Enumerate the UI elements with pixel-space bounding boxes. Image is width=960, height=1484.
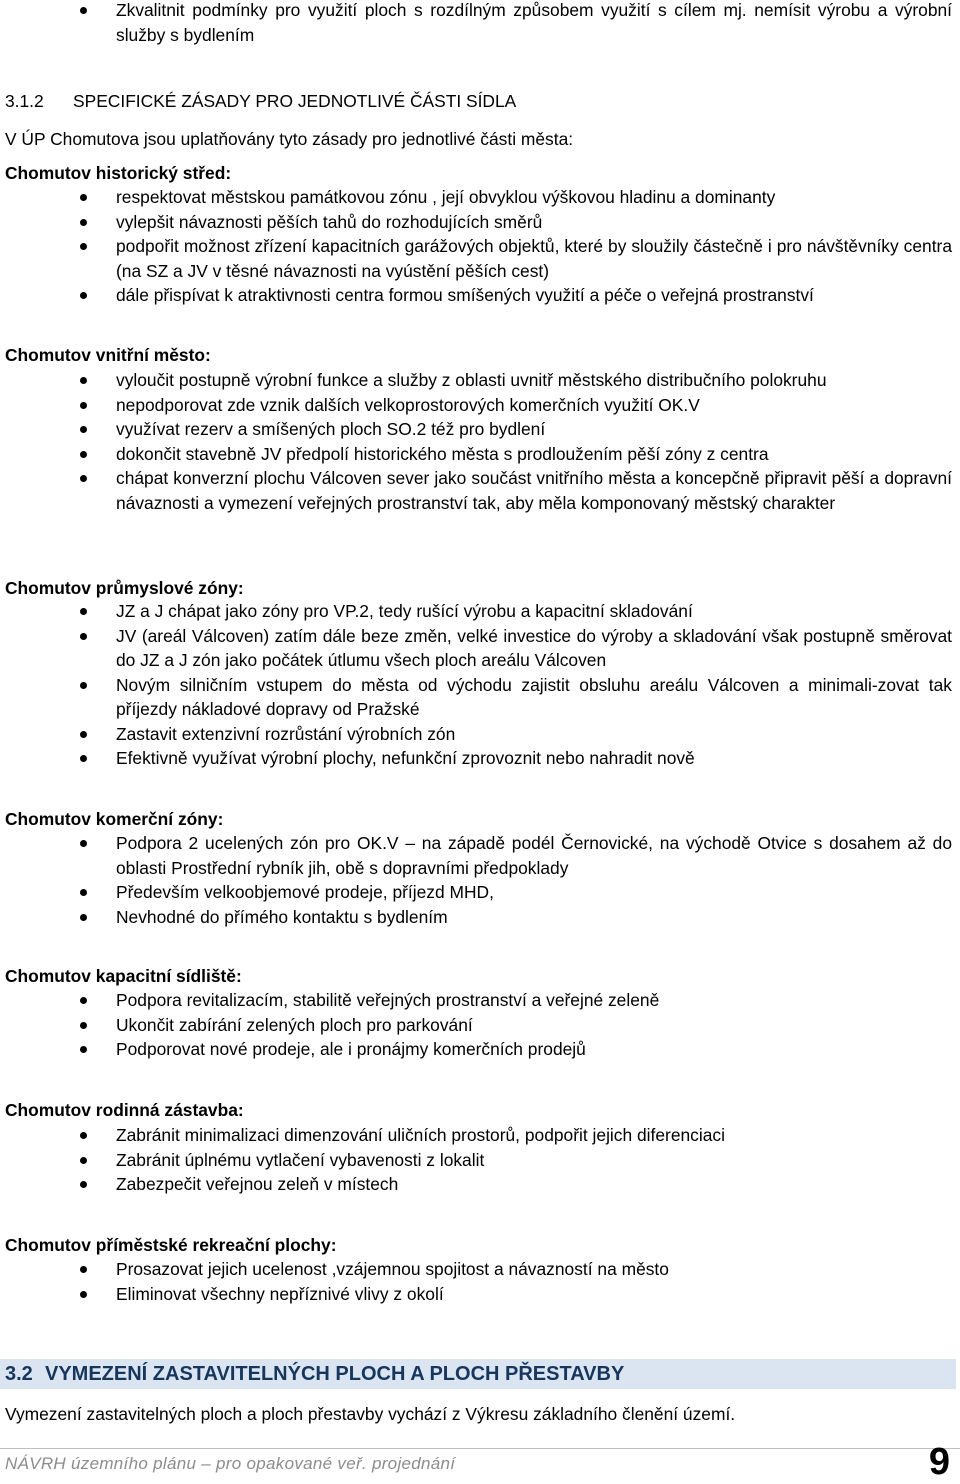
bullet-icon xyxy=(80,682,87,689)
group-heading-inner-city: Chomutov vnitřní město: xyxy=(5,345,211,365)
bullet-icon xyxy=(80,377,87,384)
bullet-icon xyxy=(80,1132,87,1139)
bullet-icon xyxy=(80,243,87,250)
list-item: JZ a J chápat jako zóny pro VP.2, tedy rušící výrobu a kapacitní skladování xyxy=(0,599,960,624)
list-item: podpořit možnost zřízení kapacitních garážových objektů, které by sloužily částečně i pro návštěvníky centra (na SZ a JV v těsné návaznosti na vyústění pěších cest) xyxy=(0,234,960,283)
group-list-commercial-zones xyxy=(0,831,960,929)
group-list-inner-city xyxy=(0,368,960,515)
group-heading-commercial-zones: Chomutov komerční zóny: xyxy=(5,809,224,829)
bullet-icon xyxy=(80,194,87,201)
footer-divider xyxy=(0,1448,960,1449)
list-item: Nevhodné do přímého kontaktu s bydlením xyxy=(0,905,960,930)
section-intro-text: V ÚP Chomutova jsou uplatňovány tyto zásady pro jednotlivé části města: xyxy=(5,129,574,149)
list-item: Podporovat nové prodeje, ale i pronájmy komerčních prodejů xyxy=(0,1037,960,1062)
group-list-family-housing xyxy=(0,1123,960,1197)
list-item: nepodporovat zde vznik dalších velkoprostorových komerčních využití OK.V xyxy=(0,393,960,418)
intro-list xyxy=(0,0,960,47)
group-list-historic-center xyxy=(0,185,960,308)
list-item: Zkvalitnit podmínky pro využití ploch s rozdílným způsobem využití s cílem mj. nemísit výrobu a výrobní služby s bydlením xyxy=(0,0,960,47)
bullet-icon xyxy=(80,451,87,458)
bullet-icon xyxy=(80,1291,87,1298)
list-item: Zabránit úplnému vytlačení vybavenosti z lokalit xyxy=(0,1148,960,1173)
footer-text: NÁVRH územního plánu – pro opakované veř. projednání xyxy=(5,1454,456,1473)
group-list-recreation-areas xyxy=(0,1257,960,1306)
bullet-icon xyxy=(80,608,87,615)
bullet-icon xyxy=(80,731,87,738)
bullet-icon xyxy=(80,292,87,299)
list-item: Prosazovat jejich ucelenost ,vzájemnou spojitost a návazností na město xyxy=(0,1257,960,1282)
bullet-icon xyxy=(80,755,87,762)
list-item: Zabezpečit veřejnou zeleň v místech xyxy=(0,1172,960,1197)
list-item: vyloučit postupně výrobní funkce a služby z oblasti uvnitř městského distribučního polokruhu xyxy=(0,368,960,393)
group-heading-recreation-areas: Chomutov příměstské rekreační plochy: xyxy=(5,1235,337,1255)
bullet-icon xyxy=(80,1022,87,1029)
list-item: využívat rezerv a smíšených ploch SO.2 též pro bydlení xyxy=(0,417,960,442)
bullet-icon xyxy=(80,1046,87,1053)
list-item: Ukončit zabírání zelených ploch pro parkování xyxy=(0,1013,960,1038)
section-3-2-text: Vymezení zastavitelných ploch a ploch přestavby vychází z Výkresu základního členění území. xyxy=(5,1404,736,1424)
list-item: Podpora 2 ucelených zón pro OK.V – na západě podél Černovické, na východě Otvice s dosahem až do oblasti Prostřední rybník jih, obě s dopravními předpoklady xyxy=(0,831,960,880)
group-heading-housing-estates: Chomutov kapacitní sídliště: xyxy=(5,966,242,986)
group-list-housing-estates xyxy=(0,988,960,1062)
list-item: Zastavit extenzivní rozrůstání výrobních zón xyxy=(0,722,960,747)
bullet-icon xyxy=(80,840,87,847)
bullet-icon xyxy=(80,1266,87,1273)
list-item: chápat konverzní plochu Válcoven sever jako součást vnitřního města a koncepčně připravit pěší a dopravní návaznosti a vymezení veřejných prostranství tak, aby měla komponovaný městský charakter xyxy=(0,466,960,515)
bullet-icon xyxy=(80,1157,87,1164)
bullet-icon xyxy=(80,914,87,921)
list-item: Novým silničním vstupem do města od východu zajistit obsluhu areálu Válcoven a minimali-zovat tak příjezdy nákladové dopravy od Pražské xyxy=(0,673,960,722)
list-item: Efektivně využívat výrobní plochy, nefunkční zprovoznit nebo nahradit nově xyxy=(0,746,960,771)
bullet-icon xyxy=(80,7,87,14)
list-item: Zabránit minimalizaci dimenzování uličních prostorů, podpořit jejich diferenciaci xyxy=(0,1123,960,1148)
section-heading-3-1-2: 3.1.2 SPECIFICKÉ ZÁSADY PRO JEDNOTLIVÉ ČÁSTI SÍDLA xyxy=(5,91,517,111)
list-item: Především velkoobjemové prodeje, příjezd MHD, xyxy=(0,880,960,905)
bullet-icon xyxy=(80,475,87,482)
list-item: dále přispívat k atraktivnosti centra formou smíšených využití a péče o veřejná prostranství xyxy=(0,283,960,308)
bullet-icon xyxy=(80,219,87,226)
bullet-icon xyxy=(80,997,87,1004)
group-heading-historic-center: Chomutov historický střed: xyxy=(5,163,232,183)
list-item: JV (areál Válcoven) zatím dále beze změn, velké investice do výroby a skladování však postupně směrovat do JZ a J zón jako počátek útlumu všech ploch areálu Válcoven xyxy=(0,624,960,673)
group-list-industrial-zones xyxy=(0,599,960,771)
bullet-icon xyxy=(80,426,87,433)
group-heading-industrial-zones: Chomutov průmyslové zóny: xyxy=(5,578,244,598)
bullet-icon xyxy=(80,402,87,409)
section-heading-3-2: 3.2 VYMEZENÍ ZASTAVITELNÝCH PLOCH A PLOCH PŘESTAVBY xyxy=(0,1359,956,1389)
list-item: vylepšit návaznosti pěších tahů do rozhodujících směrů xyxy=(0,210,960,235)
bullet-icon xyxy=(80,633,87,640)
page-number: 9 xyxy=(928,1441,950,1483)
list-item: Podpora revitalizacím, stabilitě veřejných prostranství a veřejné zeleně xyxy=(0,988,960,1013)
list-item: Eliminovat všechny nepříznivé vlivy z okolí xyxy=(0,1282,960,1307)
list-item: dokončit stavebně JV předpolí historického města s prodloužením pěší zóny z centra xyxy=(0,442,960,467)
group-heading-family-housing: Chomutov rodinná zástavba: xyxy=(5,1100,244,1120)
list-item: respektovat městskou památkovou zónu , její obvyklou výškovou hladinu a dominanty xyxy=(0,185,960,210)
bullet-icon xyxy=(80,889,87,896)
bullet-icon xyxy=(80,1181,87,1188)
